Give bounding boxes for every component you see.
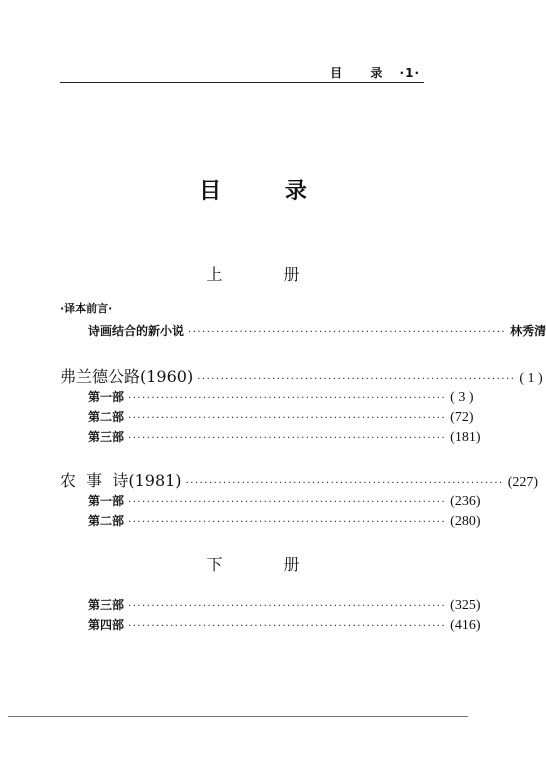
toc-entry-preface[interactable] [88,322,546,339]
page-number: (72) [450,410,474,425]
preface-title: 诗画结合的新小说 [88,324,185,338]
volume-2-heading: 下 册 [206,555,328,574]
work-title: 弗兰德公路(1960) [60,367,194,386]
dot-leader: ···································································· [128,621,447,632]
toc-entry-part[interactable] [88,492,481,510]
dot-leader: ···································································· [128,517,447,528]
toc-entry-work[interactable] [60,468,539,491]
part-label: 第三部 [88,430,125,444]
running-head [330,64,420,81]
toc-entry-part[interactable] [88,616,481,634]
dot-leader: ···································································· [185,478,504,489]
toc-entry-part[interactable] [88,596,481,614]
preface-label: ·译本前言· [60,302,113,315]
part-label: 第二部 [88,410,125,424]
page-number: (236) [450,494,481,509]
page-number: (280) [450,514,481,529]
part-label: 第四部 [88,618,125,632]
toc-entry-part[interactable] [88,388,474,406]
dot-leader: ···································································· [128,433,447,444]
running-head-title: 目 录 [330,66,395,80]
toc-entry-work[interactable] [60,364,543,387]
toc-title: 目 录 [199,179,335,204]
page-number: ( 1 ) [519,371,543,386]
dot-leader: ···································································· [128,393,447,404]
running-head-page-number: ·1· [399,66,420,80]
preface-author: 林秀清 [510,324,546,338]
dot-leader: ···································································· [128,413,447,424]
dot-leader: ···································································· [197,374,516,385]
toc-entry-part[interactable] [88,512,481,530]
part-label: 第一部 [88,494,125,508]
dot-leader: ···································································· [128,497,447,508]
dot-leader: ···································································· [188,327,507,338]
page-number: (227) [507,475,539,490]
footer-rule [8,716,468,717]
part-label: 第一部 [88,390,125,404]
page-number: ( 3 ) [450,390,474,405]
part-label: 第二部 [88,514,125,528]
part-label: 第三部 [88,598,125,612]
header-rule [60,82,424,83]
toc-entry-part[interactable] [88,408,474,426]
dot-leader: ···································································· [128,601,447,612]
page-number: (416) [450,618,481,633]
volume-1-heading: 上 册 [206,265,328,284]
toc-entry-part[interactable] [88,428,481,446]
page-number: (181) [450,430,481,445]
page-number: (325) [450,598,481,613]
work-title: 农 事 诗(1981) [60,471,182,490]
